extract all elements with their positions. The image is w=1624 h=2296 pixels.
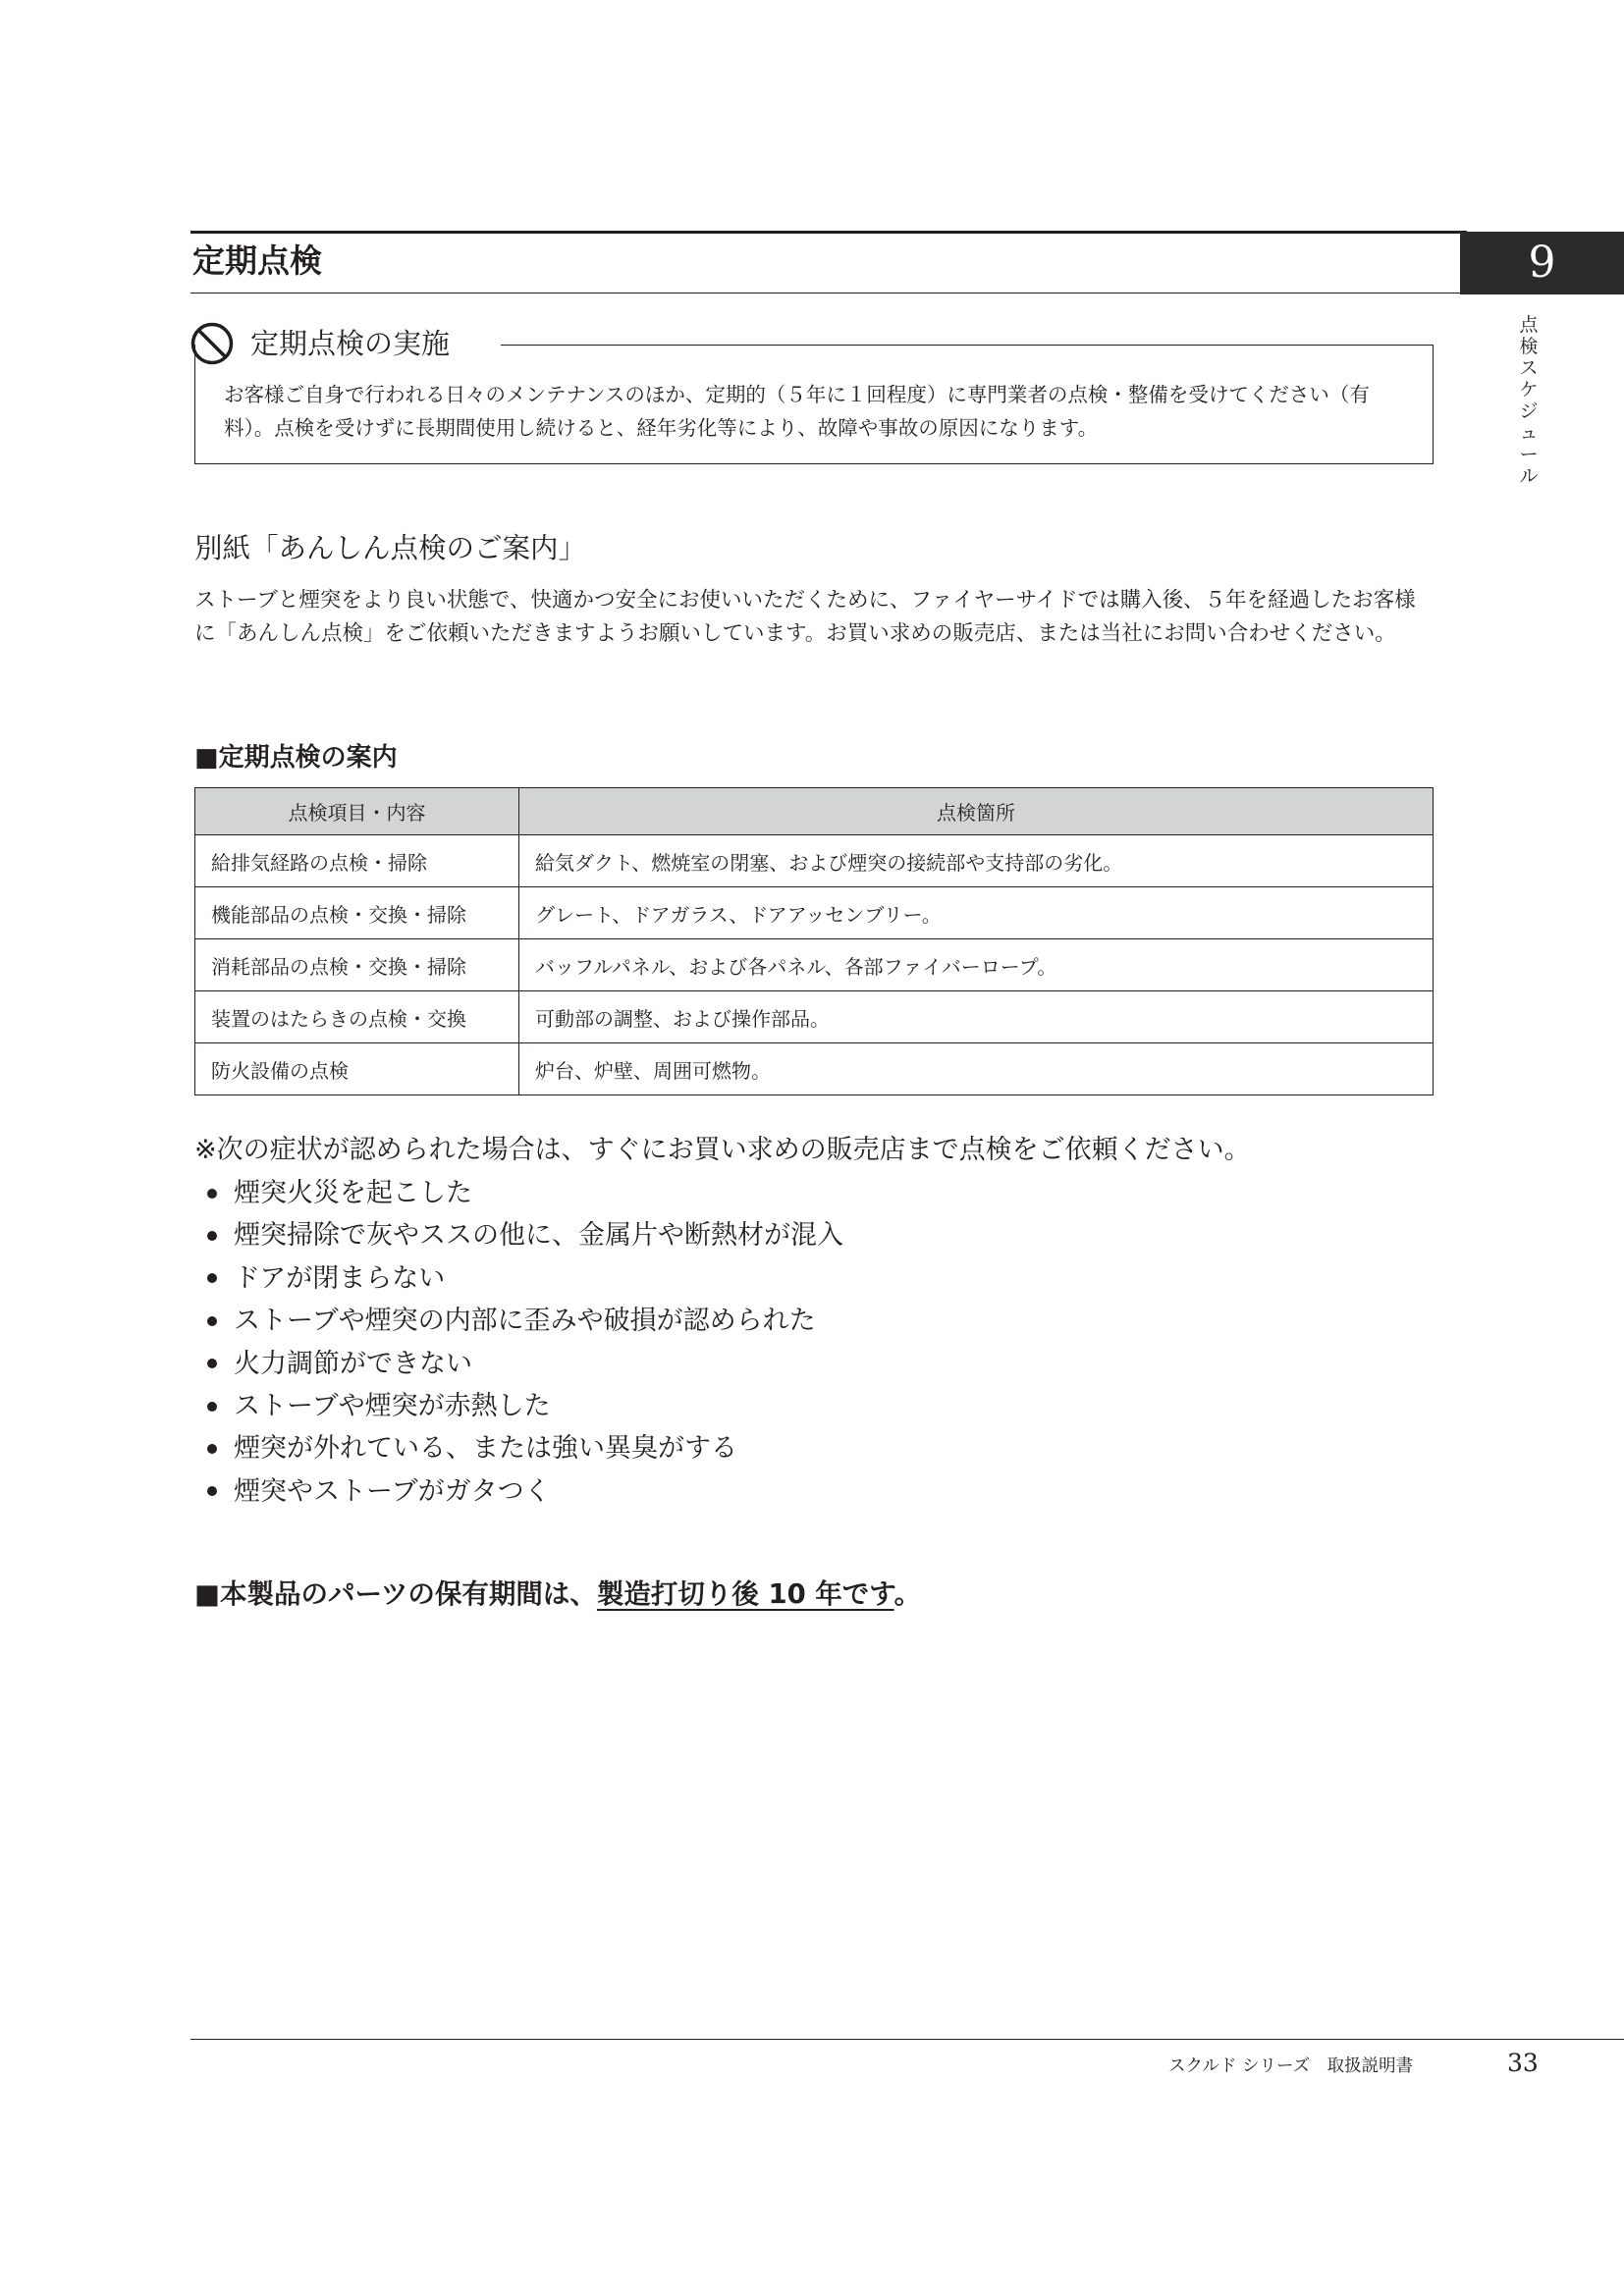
symptoms-lead-text: ※次の症状が認められた場合は、すぐにお買い求めの販売店まで点検をご依頼ください。 bbox=[194, 1135, 1251, 1165]
footer-manual-title: スクルド シリーズ 取扱説明書 bbox=[1168, 2056, 1414, 2076]
table-row bbox=[195, 991, 1434, 1043]
list-item bbox=[194, 1257, 843, 1300]
list-item-text: 煙突やストーブがガタつく bbox=[234, 1475, 551, 1507]
inspection-table bbox=[194, 787, 1434, 1095]
bullet-dot-icon bbox=[207, 1189, 217, 1199]
list-item-text: 煙突火災を起こした bbox=[234, 1178, 472, 1208]
list-item-text: ストーブや煙突の内部に歪みや破損が認められた bbox=[234, 1306, 816, 1337]
inspection-table-title: ■定期点検の案内 bbox=[194, 743, 398, 773]
table-row bbox=[195, 939, 1434, 991]
list-item bbox=[194, 1427, 843, 1469]
list-item-text: ストーブや煙突が赤熱した bbox=[234, 1390, 551, 1421]
table-header-cell: 点検項目・内容 bbox=[195, 788, 519, 835]
notice-body: お客様ご自身で行われる日々のメンテナンスのほか、定期的（５年に１回程度）に専門業者の点検・整備を受けてください（有料）。点検を受けずに長期間使用し続けると、経年劣化等により、故障や事故の原因になります。 bbox=[224, 383, 1370, 440]
page-number: 33 bbox=[1507, 2049, 1539, 2077]
table-cell-item: 機能部品の点検・交換・掃除 bbox=[195, 887, 519, 939]
table-header-row bbox=[195, 788, 1434, 835]
footer-rule bbox=[190, 2039, 1624, 2040]
table-cell-location: グレート、ドアガラス、ドアアッセンブリー。 bbox=[519, 887, 1434, 939]
list-item-text: ドアが閉まらない bbox=[234, 1262, 446, 1294]
anshin-section-body: ストーブと煙突をより良い状態で、快適かつ安全にお使いいただくために、ファイヤーサイドでは購入後、５年を経過したお客様に「あんしん点検」をご依頼いただきますようお願いしています。お買い求めの販売店、または当社にお問い合わせください。 bbox=[194, 588, 1416, 646]
parts-prefix: ■本製品のパーツの保有期間は、 bbox=[194, 1578, 597, 1610]
list-item bbox=[194, 1470, 843, 1513]
list-item bbox=[194, 1214, 843, 1256]
chapter-side-label: 点検スケジュール bbox=[1519, 314, 1539, 487]
table-cell-item: 防火設備の点検 bbox=[195, 1043, 519, 1095]
chapter-number-badge: 9 bbox=[1460, 232, 1624, 294]
bullet-dot-icon bbox=[207, 1231, 217, 1241]
list-item bbox=[194, 1172, 843, 1214]
table-cell-item: 給排気経路の点検・掃除 bbox=[195, 835, 519, 887]
bullet-dot-icon bbox=[207, 1402, 217, 1412]
list-item bbox=[194, 1385, 843, 1427]
list-item-text: 火力調節ができない bbox=[234, 1348, 472, 1379]
list-item-text: 煙突掃除で灰やススの他に、金属片や断熱材が混入 bbox=[234, 1220, 843, 1252]
list-item bbox=[194, 1343, 843, 1385]
table-cell-item: 消耗部品の点検・交換・掃除 bbox=[195, 939, 519, 991]
header-top-rule bbox=[190, 231, 1467, 234]
bullet-dot-icon bbox=[207, 1444, 217, 1454]
table-cell-location: 炉台、炉壁、周囲可燃物。 bbox=[519, 1043, 1434, 1095]
symptoms-list bbox=[194, 1172, 843, 1513]
table-cell-item: 装置のはたらきの点検・交換 bbox=[195, 991, 519, 1043]
table-header-cell: 点検箇所 bbox=[519, 788, 1434, 835]
table-row bbox=[195, 887, 1434, 939]
header-bottom-rule bbox=[190, 293, 1467, 294]
table-cell-location: バッフルパネル、および各パネル、各部ファイバーロープ。 bbox=[519, 939, 1434, 991]
page-title: 定期点検 bbox=[192, 241, 322, 280]
bullet-dot-icon bbox=[207, 1359, 217, 1368]
parts-retention-statement bbox=[194, 1575, 921, 1614]
notice-heading: 定期点検の実施 bbox=[250, 327, 451, 360]
list-item bbox=[194, 1300, 843, 1342]
bullet-dot-icon bbox=[207, 1486, 217, 1496]
table-row bbox=[195, 835, 1434, 887]
bullet-dot-icon bbox=[207, 1316, 217, 1326]
table-row bbox=[195, 1043, 1434, 1095]
bullet-dot-icon bbox=[207, 1273, 217, 1283]
table-cell-location: 給気ダクト、燃焼室の閉塞、および煙突の接続部や支持部の劣化。 bbox=[519, 835, 1434, 887]
parts-suffix: 。 bbox=[893, 1578, 922, 1610]
parts-emphasis: 製造打切り後 10 年です bbox=[596, 1578, 894, 1610]
table-cell-location: 可動部の調整、および操作部品。 bbox=[519, 991, 1434, 1043]
list-item-text: 煙突が外れている、または強い異臭がする bbox=[234, 1433, 737, 1465]
anshin-section-heading: 別紙「あんしん点検のご案内」 bbox=[194, 532, 587, 564]
